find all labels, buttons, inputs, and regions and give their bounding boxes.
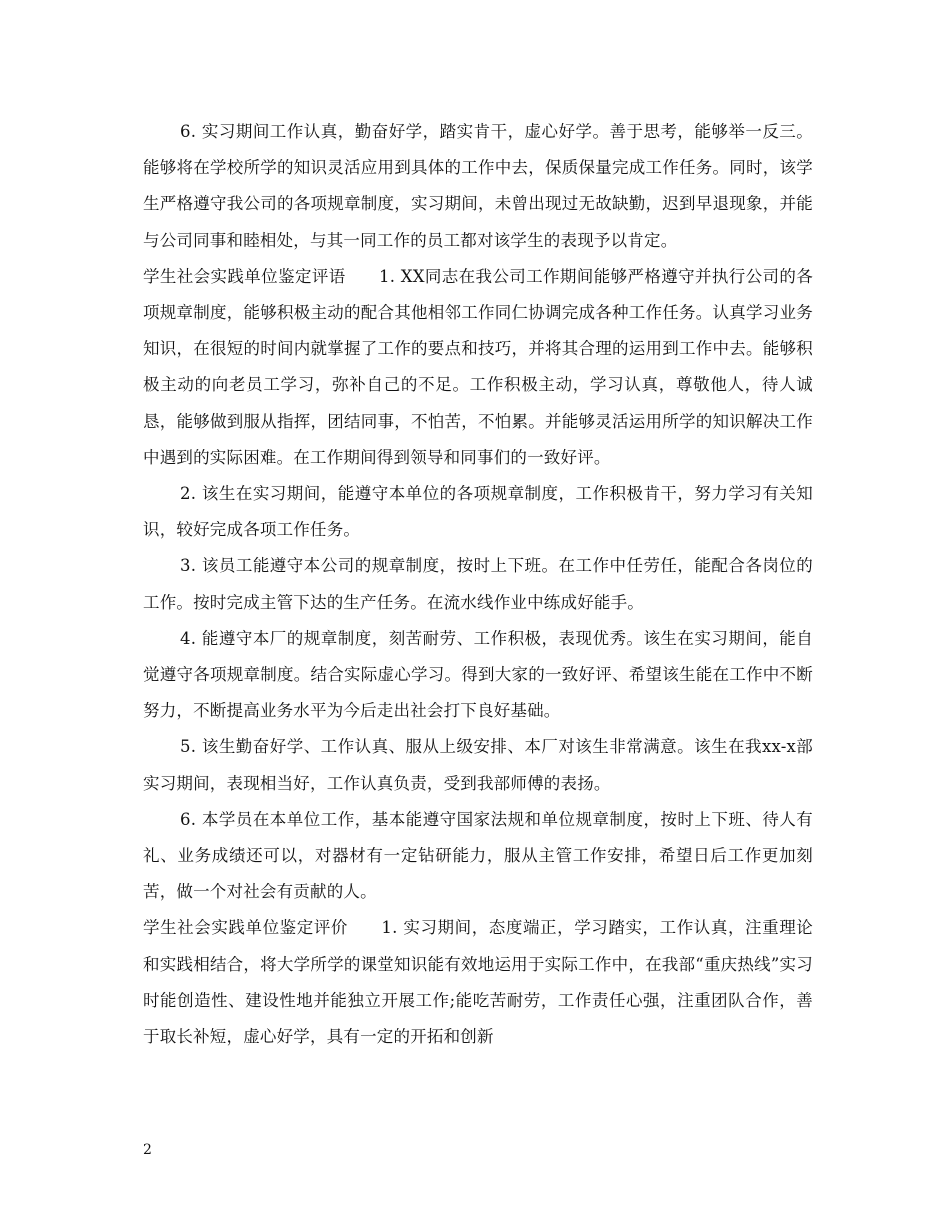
section-heading-evaluation-comments: 学生社会实践单位鉴定评语 — [143, 266, 346, 286]
paragraph-evaluation-comments-4: 4. 能遵守本厂的规章制度，刻苦耐劳、工作积极，表现优秀。该生在实习期间，能自觉遵守各项规章制度。结合实际虚心学习。得到大家的一致好评、希望该生能在工作中不断努力，不断提高业务水平为今后走出社会打下良好基础。 — [143, 628, 813, 721]
paragraph-evaluation-comments-2: 2. 该生在实习期间，能遵守本单位的各项规章制度，工作积极肯干，努力学习有关知识，较好完成各项工作任务。 — [143, 484, 813, 540]
paragraph-evaluation-comments-3: 3. 该员工能遵守本公司的规章制度，按时上下班。在工作中任劳任，能配合各岗位的工作。按时完成主管下达的生产任务。在流水线作业中练成好能手。 — [143, 556, 813, 612]
paragraph-evaluation-comments-1 — [143, 259, 813, 476]
paragraph-text: 1. XX同志在我公司工作期间能够严格遵守并执行公司的各项规章制度，能够积极主动的配合其他相邻工作同仁协调完成各种工作任务。认真学习业务知识，在很短的时间内就掌握了工作的要点和技巧，并将其合理的运用到工作中去。能够积极主动的向老员工学习，弥补自己的不足。工作积极主动，学习认真，尊敬他人，待人诚恳，能够做到服从指挥，团结同事，不怕苦，不怕累。并能够灵活运用所学的知识解决工作中遇到的实际困难。在工作期间得到领导和同事们的一致好评。 — [143, 266, 813, 467]
section-heading-evaluation-review: 学生社会实践单位鉴定评价 — [143, 918, 348, 938]
paragraph-practice-review-6: 6. 实习期间工作认真，勤奋好学，踏实肯干，虚心好学。善于思考，能够举一反三。能够将在学校所学的知识灵活应用到具体的工作中去，保质保量完成工作任务。同时，该学生严格遵守我公司的各项规章制度，实习期间，未曾出现过无故缺勤，迟到早退现象，并能与公司同事和睦相处，与其一同工作的员工都对该学生的表现予以肯定。 — [143, 122, 813, 250]
document-body — [143, 114, 813, 1055]
paragraph-evaluation-comments-5: 5. 该生勤奋好学、工作认真、服从上级安排、本厂对该生非常满意。该生在我xx-x部实习期间，表现相当好，工作认真负责，受到我部师傅的表扬。 — [143, 737, 813, 793]
paragraph-text: 1. 实习期间，态度端正，学习踏实，工作认真，注重理论和实践相结合，将大学所学的课堂知识能有效地运用于实际工作中，在我部“重庆热线”实习时能创造性、建设性地并能独立开展工作;能吃苦耐劳，工作责任心强，注重团队合作，善于取长补短，虚心好学，具有一定的开拓和创新 — [143, 918, 813, 1047]
paragraph-evaluation-comments-6: 6. 本学员在本单位工作，基本能遵守国家法规和单位规章制度，按时上下班、待人有礼、业务成绩还可以，对器材有一定钻研能力，服从主管工作安排，希望日后工作更加刻苦，做一个对社会有贡献的人。 — [143, 809, 813, 902]
paragraph-evaluation-review-1 — [143, 910, 813, 1055]
heading-gap — [348, 918, 381, 937]
page-number: 2 — [143, 1142, 152, 1158]
heading-gap — [346, 267, 379, 286]
